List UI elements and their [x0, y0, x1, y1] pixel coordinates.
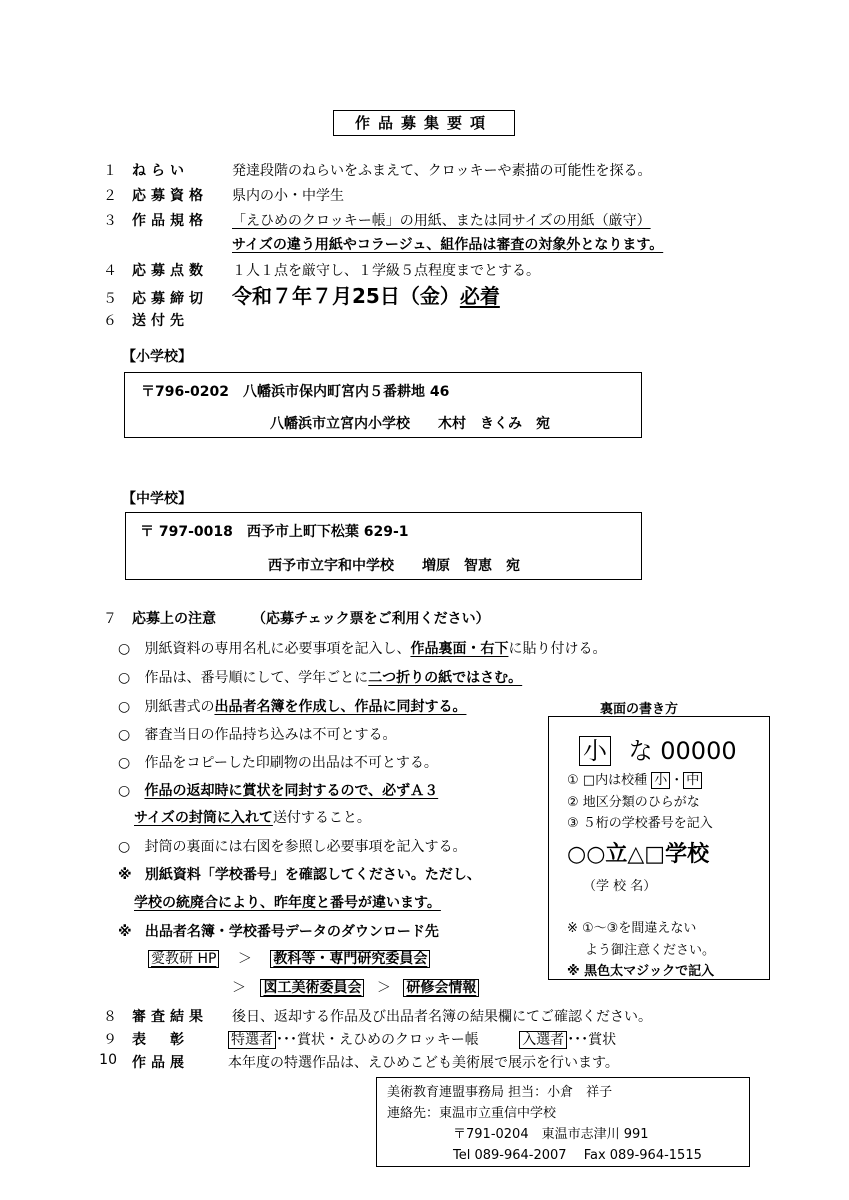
note-8a: ※ 別紙資料「学校番号」を確認してください。ただし、	[118, 867, 481, 883]
item-7-label: 応募上の注意	[132, 611, 216, 627]
kome-icon: ※	[118, 867, 132, 883]
link-kenshukai[interactable]: 研修会情報	[403, 979, 479, 997]
note-2: ○ 作品は、番号順にして、学年ごとに二つ折りの紙ではさむ。	[118, 670, 523, 686]
back-line-2: ② 地区分類のひらがな	[567, 795, 700, 810]
chevron-right-icon: ＞	[237, 951, 252, 967]
back-warning-3: ※ 黒色太マジックで記入	[567, 964, 715, 979]
item-5-number: ５	[103, 291, 117, 307]
item-10-text: 本年度の特選作品は、えひめこども美術展で展示を行います。	[228, 1055, 619, 1071]
item-8-text: 後日、返却する作品及び出品者名簿の結果欄にてご確認ください。	[232, 1009, 652, 1025]
item-3-label: 作品規格	[132, 213, 208, 229]
contact-line-3: 〒791-0204 東温市志津川 991	[453, 1127, 649, 1142]
note-9: ※ 出品者名簿・学校番号データのダウンロード先	[118, 924, 439, 940]
item-4-text: １人１点を厳守し、１学級５点程度までとする。	[232, 263, 540, 279]
download-path-row2	[232, 977, 479, 997]
item-5-label: 応募締切	[132, 291, 208, 307]
item-6-label: 送付先	[132, 313, 189, 329]
circle-icon: ○	[118, 699, 131, 715]
item-7-sub: （応募チェック票をご利用ください）	[252, 611, 490, 627]
contact-line-1: 美術教育連盟事務局 担当：小倉 祥子	[387, 1085, 613, 1100]
item-8-number: ８	[103, 1009, 117, 1025]
link-aikyoken-hp[interactable]: 愛教研 HP	[148, 950, 219, 968]
chevron-right-icon: ＞	[376, 980, 391, 996]
item-2-number: ２	[103, 188, 117, 204]
back-sample: 小 な 00000	[579, 731, 737, 766]
note-4: ○ 審査当日の作品持ち込みは不可とする。	[118, 727, 397, 743]
elementary-recipient: 八幡浜市立宮内小学校 木村 きくみ 宛	[270, 416, 550, 432]
note-6b: サイズの封筒に入れて送付すること。	[134, 810, 371, 826]
note-3: ○ 別紙書式の出品者名簿を作成し、作品に同封する。	[118, 699, 467, 715]
item-7-number: ７	[103, 611, 117, 627]
school-kind-box: 小	[579, 736, 611, 766]
item-9-text: 特選者 ･･･賞状・えひめのクロッキー帳 入選者 ･･･賞状	[228, 1029, 616, 1049]
back-line-1: ① □内は校種 小 ・ 中	[567, 769, 702, 788]
back-school-sub: （学 校 名）	[583, 879, 657, 894]
item-10-number: 10	[99, 1052, 117, 1068]
link-zuko-bijutsu[interactable]: 図工美術委員会	[260, 979, 364, 997]
circle-icon: ○	[118, 670, 131, 686]
item-10-label: 作品展	[132, 1055, 189, 1071]
note-5: ○ 作品をコピーした印刷物の出品は不可とする。	[118, 755, 438, 771]
note-7: ○ 封筒の裏面には右図を参照し必要事項を記入する。	[118, 839, 467, 855]
item-2-label: 応募資格	[132, 188, 208, 204]
item-4-number: ４	[103, 263, 117, 279]
junior-heading: 【中学校】	[122, 491, 192, 507]
item-6-number: ６	[103, 313, 117, 329]
link-kyoka-senmon[interactable]: 教科等・専門研究委員会	[270, 950, 430, 968]
circle-icon: ○	[118, 783, 131, 799]
elementary-address: 〒796-0202 八幡浜市保内町宮内５番耕地 46	[141, 384, 450, 400]
kome-icon: ※	[118, 924, 132, 940]
contact-line-2: 連絡先：東温市立重信中学校	[387, 1106, 557, 1121]
item-3-text-line2: サイズの違う用紙やコラージュ、組作品は審査の対象外となります。	[232, 237, 664, 253]
note-1: ○ 別紙資料の専用名札に必要事項を記入し、作品裏面・右下に貼り付ける。	[118, 641, 607, 657]
circle-icon: ○	[118, 641, 131, 657]
chevron-right-icon: ＞	[232, 980, 246, 996]
deadline-date: 令和７年７月25日（金）必着	[232, 284, 500, 308]
note-6a: ○ 作品の返却時に賞状を同封するので、必ずＡ３	[118, 783, 439, 799]
junior-address: 〒 797-0018 西予市上町下松葉 629-1	[140, 524, 409, 540]
page-title: 作品募集要項	[333, 110, 515, 136]
circle-icon: ○	[118, 727, 131, 743]
contact-line-4: Tel 089-964-2007 Fax 089-964-1515	[453, 1148, 702, 1163]
item-3-text-line1: 「えひめのクロッキー帳」の用紙、または同サイズの用紙（厳守）	[232, 213, 651, 229]
item-4-label: 応募点数	[132, 263, 208, 279]
download-path-row1	[148, 948, 430, 968]
circle-icon: ○	[118, 839, 131, 855]
item-1-number: １	[103, 163, 117, 179]
item-9-label: 表 彰	[132, 1032, 189, 1048]
item-1-text: 発達段階のねらいをふまえて、クロッキーや素描の可能性を探る。	[232, 163, 652, 179]
back-warning-2: よう御注意ください。	[585, 943, 716, 958]
circle-icon: ○	[118, 755, 131, 771]
item-2-text: 県内の小・中学生	[232, 188, 344, 204]
elementary-heading: 【小学校】	[122, 349, 192, 365]
tag-tokusen: 特選者	[228, 1031, 276, 1049]
note-8b: 学校の統廃合により、昨年度と番号が違います。	[134, 895, 441, 911]
deadline-emphasis: 必着	[459, 284, 500, 308]
back-line-3: ③ ５桁の学校番号を記入	[567, 816, 713, 831]
contact-box	[376, 1077, 750, 1167]
item-1-label: ねらい	[132, 163, 189, 179]
item-8-label: 審査結果	[132, 1009, 208, 1025]
elementary-address-box	[124, 372, 642, 438]
back-side-instructions-box	[548, 716, 770, 980]
item-9-number: ９	[103, 1032, 117, 1048]
tag-nyusen: 入選者	[519, 1031, 567, 1049]
junior-recipient: 西予市立宇和中学校 増原 智恵 宛	[268, 558, 520, 574]
item-3-number: ３	[103, 213, 117, 229]
back-warning-1: ※ ①～③を間違えない	[567, 921, 697, 936]
back-box-heading: 裏面の書き方	[600, 702, 679, 717]
junior-address-box	[125, 512, 642, 580]
back-school-name: ○○立△□学校	[567, 842, 710, 867]
